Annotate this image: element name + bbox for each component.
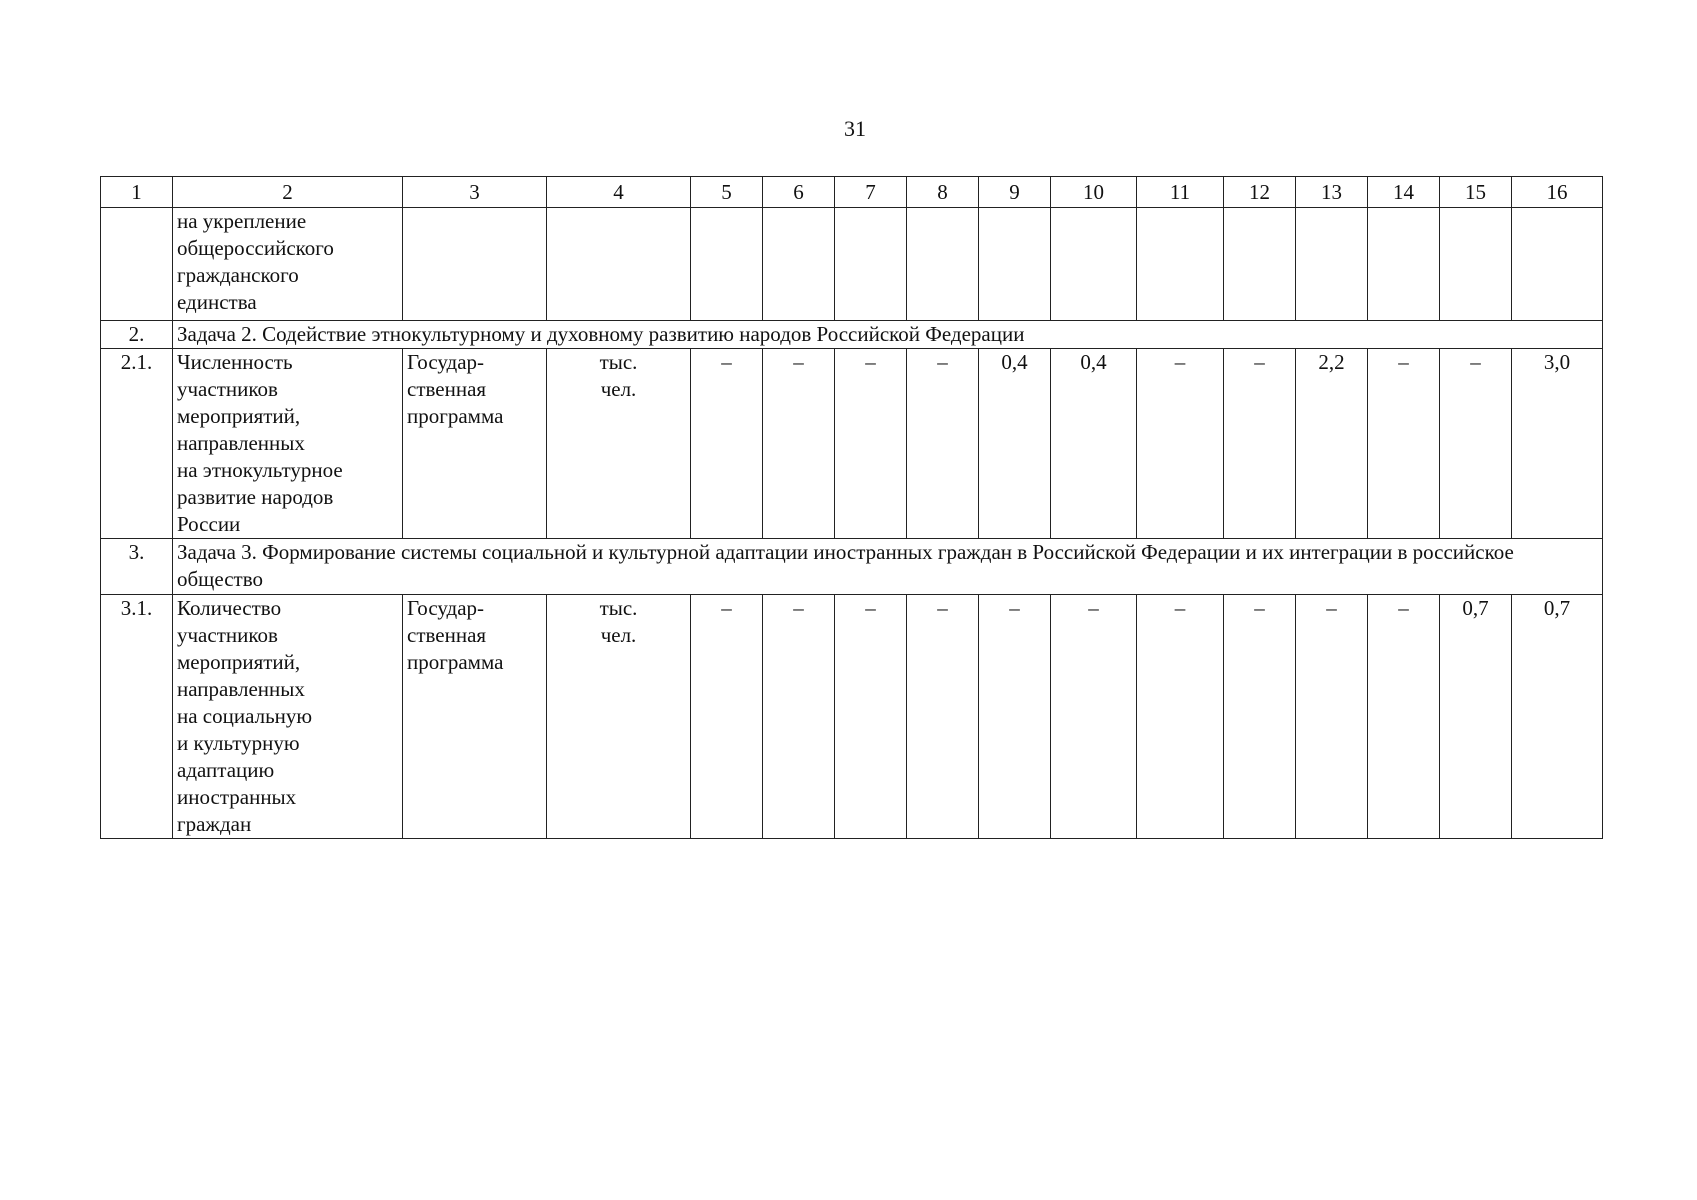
empty-cell — [1051, 208, 1137, 321]
task-number: 2. — [101, 321, 173, 349]
value-cell: – — [691, 349, 763, 539]
value-cell: – — [1296, 595, 1368, 839]
value-cell: – — [1224, 595, 1296, 839]
task-row — [101, 539, 1603, 595]
empty-cell — [835, 208, 907, 321]
value-cell: 3,0 — [1512, 349, 1603, 539]
empty-cell — [979, 208, 1051, 321]
indicator-row — [101, 595, 1603, 839]
column-header: 5 — [691, 177, 763, 208]
column-header: 11 — [1137, 177, 1224, 208]
value-cell: – — [1440, 349, 1512, 539]
page-number: 31 — [844, 116, 866, 141]
empty-cell — [1512, 208, 1603, 321]
source-cell: Государ- ственная программа — [403, 595, 547, 839]
column-header: 13 — [1296, 177, 1368, 208]
value-cell: – — [1137, 349, 1224, 539]
empty-cell — [763, 208, 835, 321]
value-cell: – — [979, 595, 1051, 839]
indicator-number: 2.1. — [101, 349, 173, 539]
column-header: 2 — [173, 177, 403, 208]
continuation-row — [101, 208, 1603, 321]
empty-cell — [907, 208, 979, 321]
column-header: 8 — [907, 177, 979, 208]
empty-cell — [1296, 208, 1368, 321]
column-number-row — [101, 177, 1603, 208]
value-cell: 0,7 — [1512, 595, 1603, 839]
unit-cell: тыс. чел. — [547, 595, 691, 839]
column-header: 15 — [1440, 177, 1512, 208]
value-cell: – — [835, 349, 907, 539]
empty-cell — [1137, 208, 1224, 321]
indicator-name-cell: Численность участников мероприятий, направленных на этнокультурное развитие народов России — [173, 349, 403, 539]
value-cell: 0,7 — [1440, 595, 1512, 839]
column-header: 3 — [403, 177, 547, 208]
source-cell: Государ- ственная программа — [403, 349, 547, 539]
column-header: 4 — [547, 177, 691, 208]
value-cell: – — [907, 349, 979, 539]
empty-cell — [547, 208, 691, 321]
task-text: Задача 3. Формирование системы социальной и культурной адаптации иностранных граждан в Российской Федерации и их интеграции в российское общество — [173, 539, 1603, 595]
value-cell: – — [835, 595, 907, 839]
column-header: 16 — [1512, 177, 1603, 208]
unit-cell: тыс. чел. — [547, 349, 691, 539]
column-header: 6 — [763, 177, 835, 208]
value-cell: – — [1051, 595, 1137, 839]
value-cell: – — [763, 349, 835, 539]
value-cell: – — [907, 595, 979, 839]
value-cell: – — [691, 595, 763, 839]
column-header: 10 — [1051, 177, 1137, 208]
column-header: 14 — [1368, 177, 1440, 208]
column-header: 12 — [1224, 177, 1296, 208]
indicators-table — [100, 176, 1603, 839]
column-header: 1 — [101, 177, 173, 208]
value-cell: – — [1224, 349, 1296, 539]
value-cell: – — [1368, 595, 1440, 839]
value-cell: 2,2 — [1296, 349, 1368, 539]
empty-cell — [1224, 208, 1296, 321]
task-row — [101, 321, 1603, 349]
value-cell: – — [763, 595, 835, 839]
indicator-name-cell: Количество участников мероприятий, направленных на социальную и культурную адаптацию иностранных граждан — [173, 595, 403, 839]
empty-cell — [691, 208, 763, 321]
empty-cell — [403, 208, 547, 321]
column-header: 7 — [835, 177, 907, 208]
indicator-row — [101, 349, 1603, 539]
num-cell — [101, 208, 173, 321]
indicator-name-cell: на укрепление общероссийского гражданского единства — [173, 208, 403, 321]
empty-cell — [1368, 208, 1440, 321]
column-header: 9 — [979, 177, 1051, 208]
value-cell: – — [1137, 595, 1224, 839]
value-cell: 0,4 — [979, 349, 1051, 539]
value-cell: – — [1368, 349, 1440, 539]
task-number: 3. — [101, 539, 173, 595]
value-cell: 0,4 — [1051, 349, 1137, 539]
task-text: Задача 2. Содействие этнокультурному и духовному развитию народов Российской Федерации — [173, 321, 1603, 349]
empty-cell — [1440, 208, 1512, 321]
indicator-number: 3.1. — [101, 595, 173, 839]
